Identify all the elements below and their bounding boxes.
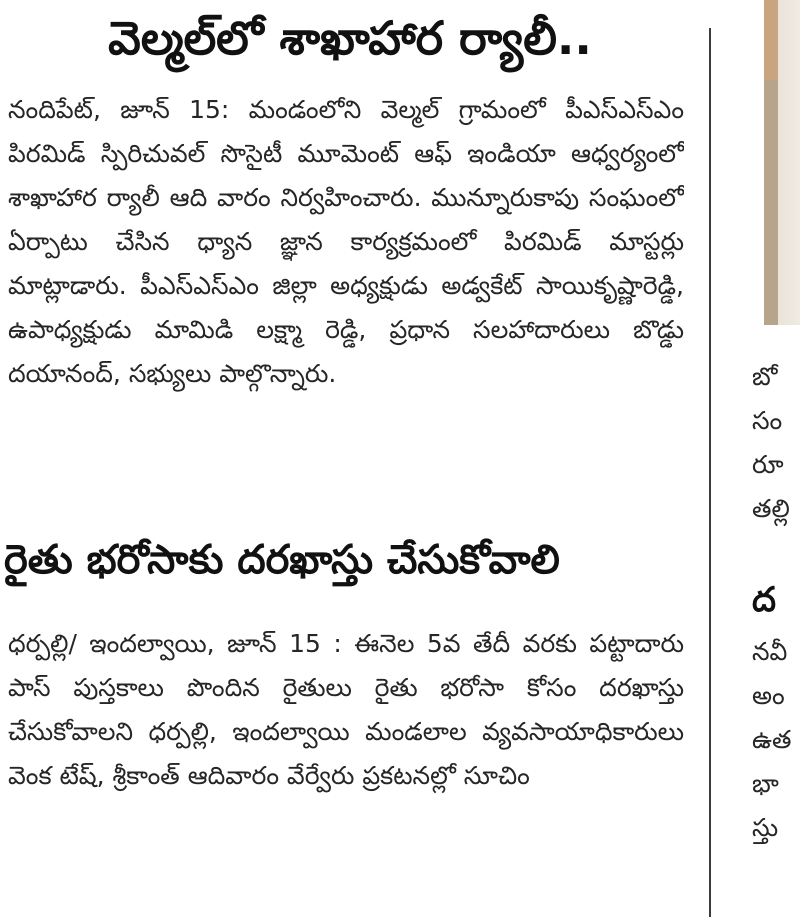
right-line: ఉత [752, 725, 792, 754]
right-article-bottom-text [752, 630, 800, 850]
right-line: భా [752, 769, 779, 798]
right-line: అం [752, 681, 785, 710]
right-line: నవీ [752, 637, 788, 666]
news-photo [764, 0, 800, 325]
right-article-top-text [752, 355, 800, 531]
article1-headline: వెల్మల్‌లో శాఖాహార ర్యాలీ.. [108, 11, 592, 65]
right-line: తల్లి [752, 494, 790, 523]
right-line: సం [752, 406, 783, 435]
photo-detail [764, 0, 778, 80]
article2-body: ధర్పల్లి/ ఇందల్వాయి, జూన్ 15 : ఈనెల 5వ తేదీ వరకు పట్టాదారు పాస్ పుస్తకాలు పొందిన రైతులు రైతు భరోసా కోసం దరఖాస్తు చేసుకోవాలని ధర్పల్లి, ఇందల్వాయి మండలాల వ్యవసాయాధికారులు వెంక టేష్, శ్రీకాంత్ ఆదివారం వేర్వేరు ప్రకటనల్లో సూచిం [8, 629, 684, 790]
right-line: స్తు [752, 813, 779, 842]
right-line: బో [752, 362, 778, 391]
column-divider [709, 28, 711, 917]
right-column [712, 0, 800, 917]
right-line: రూ [752, 450, 784, 479]
article2-headline: రైతు భరోసాకు దరఖాస్తు చేసుకోవాలి [4, 537, 560, 583]
article1-body: నందిపేట్, జూన్ 15: మండంలోని వెల్మల్ గ్రామంలో పీఎస్ఎస్ఎం పిరమిడ్ స్పిరిచువల్ సొసైటీ మూమెంట్ ఆఫ్ ఇండియా ఆధ్వర్యంలో శాఖాహార ర్యాలీ ఆది వారం నిర్వహించారు. మున్నూరుకాపు సంఘంలో ఏర్పాటు చేసిన ధ్యాన జ్ఞాన కార్యక్రమంలో పిరమిడ్ మాస్టర్లు మాట్లాడారు. పీఎస్ఎస్ఎం జిల్లా అధ్యక్షుడు అడ్వకేట్ సాయికృష్ణారెడ్డి, ఉపాధ్యక్షుడు మామిడి లక్ష్మా రెడ్డి, ప్రధాన సలహాదారులు బొడ్డు దయానంద్, సభ్యులు పాల్గొన్నారు. [8, 95, 684, 388]
right-headline-fragment: ద [752, 580, 777, 620]
